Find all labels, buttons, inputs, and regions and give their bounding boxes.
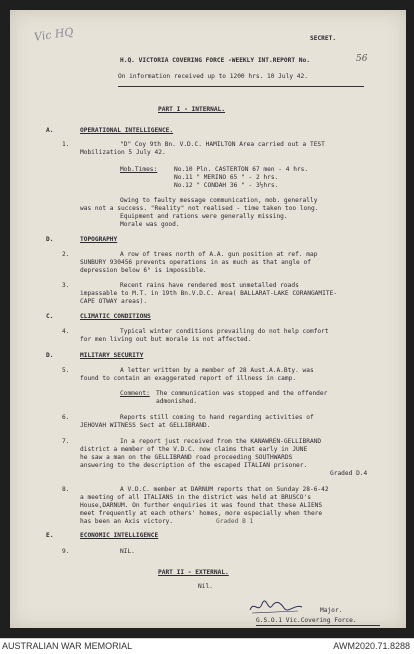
item-1-line: "D" Coy 9th Bn. V.D.C. HAMILTON Area carried out a TEST — [120, 141, 325, 148]
section-heading-security: MILITARY SECURITY — [80, 352, 144, 359]
item-2-line: A row of trees north of A.A. gun position at ref. map — [120, 251, 318, 258]
item-4-line: Typical winter conditions prevailing do not help comfort — [120, 328, 329, 335]
signature-rank: Major. — [320, 607, 343, 614]
item-7-grade: Graded D.4 — [330, 470, 368, 477]
item-3-line: Recent rains have rendered most unmetalled roads — [120, 282, 299, 289]
item-2-line: depression below 6° is impossible. — [80, 267, 207, 274]
item-1-paragraph-line: was not a success. "Reality" not realised - time taken too long. — [80, 205, 319, 212]
section-heading-economic: ECONOMIC INTELLIGENCE — [80, 532, 159, 539]
item-5-line: found to contain an exaggerated report of illness in camp. — [80, 375, 297, 382]
item-3-line: CAPE OTWAY areas). — [80, 298, 148, 305]
signature-underline — [256, 625, 380, 626]
section-letter-security: D. — [46, 352, 54, 359]
mob-times-label: Mob.Times: — [120, 166, 158, 173]
mob-time-row: No.11 " MERINO 65 " - 2 hrs. — [174, 174, 279, 181]
footer-institution: AUSTRALIAN WAR MEMORIAL — [2, 641, 133, 651]
item-number-8: 8. — [62, 486, 70, 493]
document-page — [10, 10, 406, 628]
item-5-line: A letter written by a member of 28 Aust.A.A.Bty. was — [120, 367, 314, 374]
handwritten-report-number: 56 — [356, 54, 368, 64]
section-letter-economic: E. — [46, 532, 54, 539]
item-number-2: 2. — [62, 251, 70, 258]
handwritten-corner-note: Vic HQ — [33, 25, 75, 44]
signature-scribble — [248, 598, 304, 616]
item-3-line: impassable to M.T. in 19th Bn.V.D.C. Area( BALLARAT-LAKE CORANGAMITE- — [80, 290, 338, 297]
comment-label: Comment: — [120, 390, 150, 397]
item-7-line: he saw a man on the GELLIBRAND road proceeding SOUTHWARDS — [80, 454, 293, 461]
comment-line: The communication was stopped and the offender — [156, 390, 328, 397]
archive-footer — [0, 638, 414, 654]
item-1-line: Mobilization 5 July 42. — [80, 149, 166, 156]
item-1-paragraph-line: Equipment and rations were generally missing. — [120, 213, 288, 220]
item-7-line: district a member of the V.D.C. now claims that early in JUNE — [80, 446, 308, 453]
item-number-7: 7. — [62, 438, 70, 445]
item-8-line: House,DARNUM. On further enquiries it was found that these ALIENS — [80, 502, 323, 509]
mob-time-row: No.12 " CONDAH 36 " - 3½hrs. — [174, 182, 279, 189]
section-letter-climatic: C. — [46, 313, 54, 320]
item-6-line: Reports still coming to hand regarding activities of — [120, 414, 314, 421]
section-letter-a: A. — [46, 127, 54, 134]
subtitle-underline — [118, 86, 364, 87]
classification-label: SECRET. — [310, 35, 337, 42]
item-7-line: In a report just received from the KANAWREN-GELLIBRAND — [120, 438, 322, 445]
part-2-text: Nil. — [198, 583, 213, 590]
item-number-9: 9. — [62, 548, 70, 555]
item-9-text: NIL. — [120, 548, 135, 555]
part-2-title: PART II - EXTERNAL. — [158, 569, 229, 576]
item-number-6: 6. — [62, 414, 70, 421]
item-1-paragraph-line: Owing to faulty message communication, mob. generally — [120, 197, 318, 204]
item-7-line: answering to the description of the escaped ITALIAN prisoner. — [80, 462, 308, 469]
item-6-line: JEHOVAH WITNESS Sect at GELLIBRAND. — [80, 422, 211, 429]
section-letter-topography: D. — [46, 236, 54, 243]
comment-line: admonished. — [156, 398, 197, 405]
item-number-1: 1. — [62, 141, 70, 148]
section-heading-operational: OPERATIONAL INTELLIGENCE. — [80, 127, 174, 134]
mob-time-row: No.10 Pln. CASTERTON 67 men - 4 hrs. — [174, 166, 309, 173]
item-number-5: 5. — [62, 367, 70, 374]
section-heading-topography: TOPOGRAPHY — [80, 236, 118, 243]
report-title: H.Q. VICTORIA COVERING FORCE -WEEKLY INT.REPORT No. — [120, 57, 310, 64]
item-2-line: SUNBURY 930456 prevents operations in as much as that angle of — [80, 259, 311, 266]
item-8-grade: Graded B 1 — [216, 518, 254, 525]
item-8-line: has been an Axis victory. — [80, 518, 174, 525]
section-heading-climatic: CLIMATIC CONDITIONS — [80, 313, 151, 320]
item-8-line: a meeting of all ITALIANS in the district was held at BRUSCO's — [80, 494, 311, 501]
part-1-title: PART I - INTERNAL. — [158, 106, 226, 113]
item-number-3: 3. — [62, 282, 70, 289]
item-1-paragraph-line: Morale was good. — [120, 221, 180, 228]
report-subtitle: On information received up to 1200 hrs. 10 July 42. — [118, 73, 308, 80]
item-number-4: 4. — [62, 328, 70, 335]
footer-accession-number: AWM2020.71.8288 — [333, 641, 410, 651]
signature-title: G.S.O.1 Vic.Covering Force. — [256, 617, 357, 624]
item-4-line: for men living out but morale is not affected. — [80, 336, 252, 343]
item-8-line: meet frequently at each others' homes, more especially when there — [80, 510, 323, 517]
item-8-line: A V.D.C. member at DARNUM reports that on Sunday 28-6-42 — [120, 486, 329, 493]
